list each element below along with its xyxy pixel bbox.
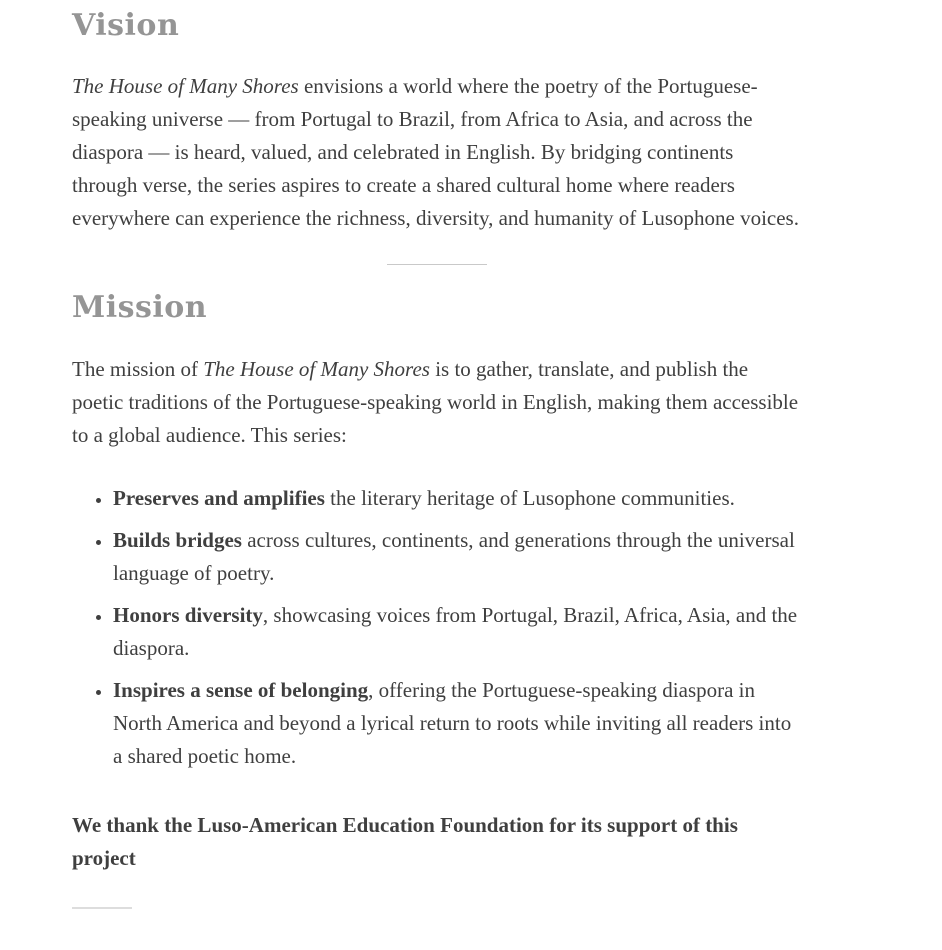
acknowledgement-text: We thank the Luso-American Education Foundation for its support of this project — [72, 813, 738, 870]
list-item — [113, 674, 802, 773]
book-title-italic: The House of Many Shores — [72, 74, 299, 98]
bullet-bold-lead: Builds bridges — [113, 528, 242, 552]
mission-heading: Mission — [72, 290, 208, 325]
article-content — [72, 8, 802, 909]
mission-paragraph-lead: The mission of — [72, 357, 204, 381]
bullet-text: , showcasing voices from Portugal, Brazil, Africa, Asia, and the diaspora. — [113, 603, 798, 660]
bullet-bold-lead: Honors diversity — [113, 603, 263, 627]
list-item — [113, 482, 802, 515]
section-divider — [387, 264, 487, 265]
bullet-text: the literary heritage of Lusophone communities. — [324, 486, 735, 510]
bullet-text: across cultures, continents, and generations through the universal language of poetry. — [113, 528, 795, 585]
bullet-bold-lead: Inspires a sense of belonging — [113, 678, 369, 702]
bullet-text: , offering the Portuguese-speaking diaspora in North America and beyond a lyrical return to roots while inviting all readers into a shared poetic home. — [113, 678, 792, 768]
bullet-bold-lead: Preserves and amplifies — [113, 486, 325, 510]
list-item — [113, 524, 802, 590]
mission-paragraph — [72, 353, 802, 452]
vision-paragraph-text: envisions a world where the poetry of the Portuguese-speaking universe — from Portugal to Brazil, from Africa to Asia, and across the diaspora — is heard, valued, and celebrated in English. By bridging continents through verse, the series aspires to create a shared cultural home where readers everywhere can experience the richness, diversity, and humanity of Lusophone voices. — [72, 74, 799, 230]
list-item — [113, 599, 802, 665]
vision-heading: Vision — [72, 8, 180, 43]
mission-bullet-list — [72, 482, 802, 773]
book-title-italic: The House of Many Shores — [203, 357, 430, 381]
bottom-divider — [72, 907, 132, 909]
mission-paragraph-text: is to gather, translate, and publish the poetic traditions of the Portuguese-speaking world in English, making them accessible to a global audience. This series: — [72, 357, 799, 447]
vision-paragraph — [72, 70, 802, 235]
